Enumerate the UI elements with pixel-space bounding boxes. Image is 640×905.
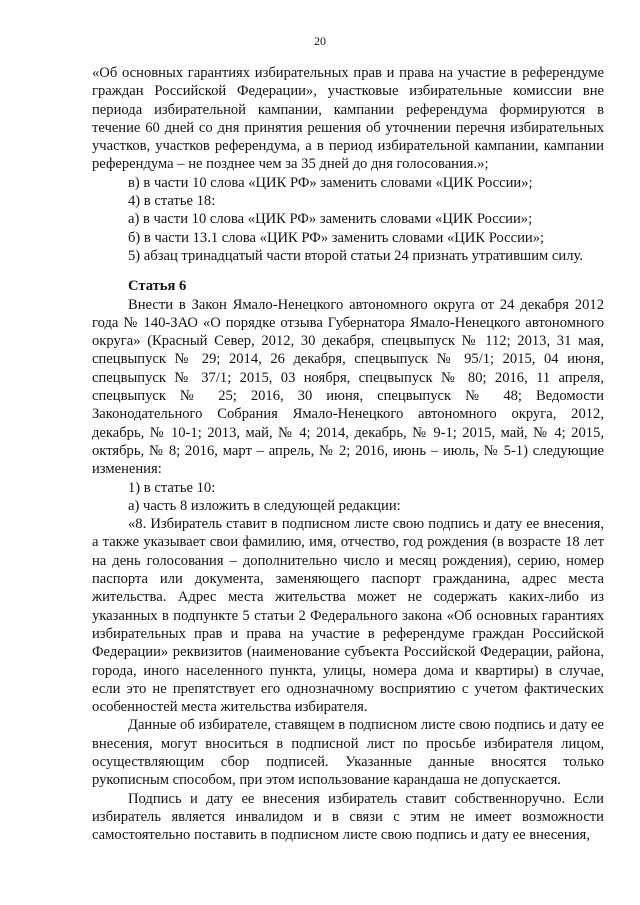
paragraph-item-v: в) в части 10 слова «ЦИК РФ» заменить словами «ЦИК России»;	[128, 174, 533, 191]
paragraph-item-a: а) в части 10 слова «ЦИК РФ» заменить словами «ЦИК России»;	[128, 211, 533, 228]
article-quoted-part-8: «8. Избиратель ставит в подписном листе свою подпись и дату ее внесения, а также указывает свои фамилию, имя, отчество, год рождения (в возрасте 18 лет на день голосования – дополнительно число и месяц рождения), серию, номер паспорта или документа, заменяющего паспорт гражданина, адрес места жительства. Адрес места жительства может не содержать каких-либо из указанных в подпункте 5 статьи 2 Федерального закона «Об основных гарантиях избирательных прав и права на участие в референдуме граждан Российской Федерации» реквизитов (наименование субъекта Российской Федерации, района, города, иного населенного пункта, улицы, номера дома и квартиры) в случае, если это не препятствует его однозначному восприятию с учетом фактических особенностей места жительства избирателя.	[92, 516, 604, 716]
paragraph-item-5: 5) абзац тринадцатый части второй статьи 24 признать утратившим силу.	[128, 247, 583, 264]
article-item-a: а) часть 8 изложить в следующей редакции:	[128, 497, 401, 514]
article-intro-paragraph: Внести в Закон Ямало-Ненецкого автономного округа от 24 декабря 2012 года № 140-ЗАО «О порядке отзыва Губернатора Ямало-Ненецкого автономного округа» (Красный Север, 2012, 30 декабря, спецвыпуск № 112; 2013, 31 мая, спецвыпуск № 29; 2014, 26 декабря, спецвыпуск № 95/1; 2015, 04 июня, спецвыпуск № 37/1; 2015, 03 ноября, спецвыпуск № 80; 2016, 11 апреля, спецвыпуск № 25; 2016, 30 июня, спецвыпуск № 48; Ведомости Законодательного Собрания Ямало-Ненецкого автономного округа, 2012, декабрь, № 10-1; 2013, май, № 4; 2014, декабрь, № 9-1; 2015, май, № 4; 2015, октябрь, № 8; 2016, март – апрель, № 2; 2016, июнь – июль, № 5-1) следующие изменения:	[92, 296, 604, 478]
page-number: 20	[314, 34, 326, 48]
paragraph-continuation: «Об основных гарантиях избирательных прав и права на участие в референдуме граждан Российской Федерации», участковые избирательные комиссии вне периода избирательной кампании, кампании референдума формируются в течение 60 дней со дня принятия решения об уточнении перечня избирательных участков, участков референдума, а в период избирательной кампании, кампании референдума – не позднее чем за 35 дней до дня голосования.»;	[92, 65, 604, 173]
article-item-1: 1) в статье 10:	[128, 479, 216, 496]
paragraph-item-4: 4) в статье 18:	[128, 193, 216, 210]
article-paragraph-voter-data: Данные об избирателе, ставящем в подписном листе свою подпись и дату ее внесения, могут вноситься в подписной лист по просьбе избирателя лицом, осуществляющим сбор подписей. Указанные данные вносятся только рукописным способом, при этом использование карандаша не допускается.	[92, 717, 604, 789]
article-paragraph-signature: Подпись и дату ее внесения избиратель ставит собственноручно. Если избиратель является инвалидом и в связи с этим не имеет возможности самостоятельно поставить в подписном листе свою подпись и дату ее внесения,	[92, 790, 604, 844]
article-heading: Статья 6	[128, 278, 187, 295]
paragraph-item-b: б) в части 13.1 слова «ЦИК РФ» заменить словами «ЦИК России»;	[128, 229, 545, 246]
document-body	[92, 64, 604, 844]
